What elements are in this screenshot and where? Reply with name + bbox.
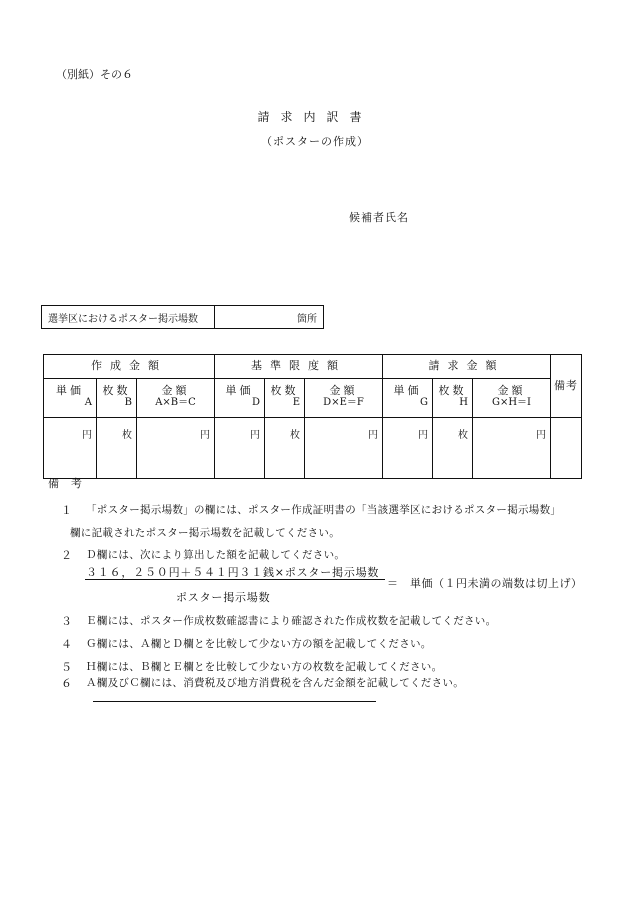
col-sub-b: B (97, 397, 137, 418)
col-header-unit-price-d: 単価 (215, 379, 265, 398)
note-number: １ (61, 504, 72, 517)
note-text: Ｈ欄には、Ｂ欄とＥ欄とを比較して少ない方の枚数を記載してください。 (86, 661, 443, 673)
col-sub-a: A (44, 397, 97, 418)
col-sub-i: G×H＝I (473, 397, 551, 418)
cell-quantity-b[interactable]: 枚 (97, 418, 137, 479)
cell-amount-c[interactable]: 円 (137, 418, 215, 479)
col-sub-g: G (383, 397, 433, 418)
col-sub-d: D (215, 397, 265, 418)
attachment-label: （別紙）その６ (56, 68, 133, 81)
note-text: Ｅ欄には、ポスター作成枚数確認書により確認された作成枚数を記載してください。 (86, 615, 497, 627)
end-rule (93, 701, 376, 702)
col-header-unit-price-g: 単価 (383, 379, 433, 398)
candidate-name-label: 候補者氏名 (349, 211, 409, 224)
col-header-quantity-h: 枚数 (433, 379, 473, 398)
poster-board-count-label: 選挙区におけるポスター掲示場数 (42, 306, 215, 329)
note-text: Ｄ欄には、次により算出した額を記載してください。 (86, 549, 346, 561)
poster-board-count-box (41, 305, 324, 329)
note-number: ４ (61, 638, 72, 651)
note-text: 「ポスター掲示場数」の欄には、ポスター作成証明書の「当該選挙区におけるポスター掲示場数」 (86, 504, 562, 516)
note-text: 欄に記載されたポスター掲示場数を記載してください。 (70, 527, 340, 539)
note-number: ２ (61, 549, 72, 562)
note-number: ６ (61, 677, 72, 690)
cell-quantity-e[interactable]: 枚 (265, 418, 305, 479)
formula-result: ＝ 単価（１円未満の端数は切上げ） (387, 577, 583, 590)
note-text: Ａ欄及びＣ欄には、消費税及び地方消費税を含んだ金額を記載してください。 (86, 677, 464, 689)
remarks-header: 備考 (551, 355, 582, 418)
group-header-claim-amount: 請求金額 (383, 355, 551, 379)
document-title: 請求内訳書 (257, 110, 373, 124)
col-header-amount-f: 金額 (305, 379, 383, 398)
note-text: Ｇ欄には、Ａ欄とＤ欄とを比較して少ない方の額を記載してください。 (86, 638, 432, 650)
poster-board-count-field[interactable]: 箇所 (215, 306, 324, 329)
cell-amount-i[interactable]: 円 (473, 418, 551, 479)
cell-unit-price-d[interactable]: 円 (215, 418, 265, 479)
cell-quantity-h[interactable]: 枚 (433, 418, 473, 479)
document-subtitle: （ポスターの作成） (261, 135, 369, 148)
cell-remarks[interactable] (551, 418, 582, 479)
formula-numerator: ３１６，２５０円＋５４１円３１銭×ポスター掲示場数 (86, 566, 380, 579)
group-header-production-amount: 作成金額 (44, 355, 215, 379)
col-sub-f: D×E＝F (305, 397, 383, 418)
formula-fraction-bar (85, 579, 385, 580)
note-number: ５ (61, 661, 72, 674)
col-header-quantity-e: 枚数 (265, 379, 305, 398)
formula-denominator: ポスター掲示場数 (176, 591, 271, 604)
group-header-standard-limit: 基準限度額 (215, 355, 383, 379)
amounts-table (43, 354, 582, 479)
notes-heading: 備考 (48, 477, 94, 490)
col-header-amount-c: 金額 (137, 379, 215, 398)
cell-amount-f[interactable]: 円 (305, 418, 383, 479)
col-header-quantity-b: 枚数 (97, 379, 137, 398)
cell-unit-price-a[interactable]: 円 (44, 418, 97, 479)
col-sub-e: E (265, 397, 305, 418)
col-sub-c: A×B＝C (137, 397, 215, 418)
cell-unit-price-g[interactable]: 円 (383, 418, 433, 479)
col-header-amount-i: 金額 (473, 379, 551, 398)
note-number: ３ (61, 615, 72, 628)
col-header-unit-price-a: 単価 (44, 379, 97, 398)
col-sub-h: H (433, 397, 473, 418)
